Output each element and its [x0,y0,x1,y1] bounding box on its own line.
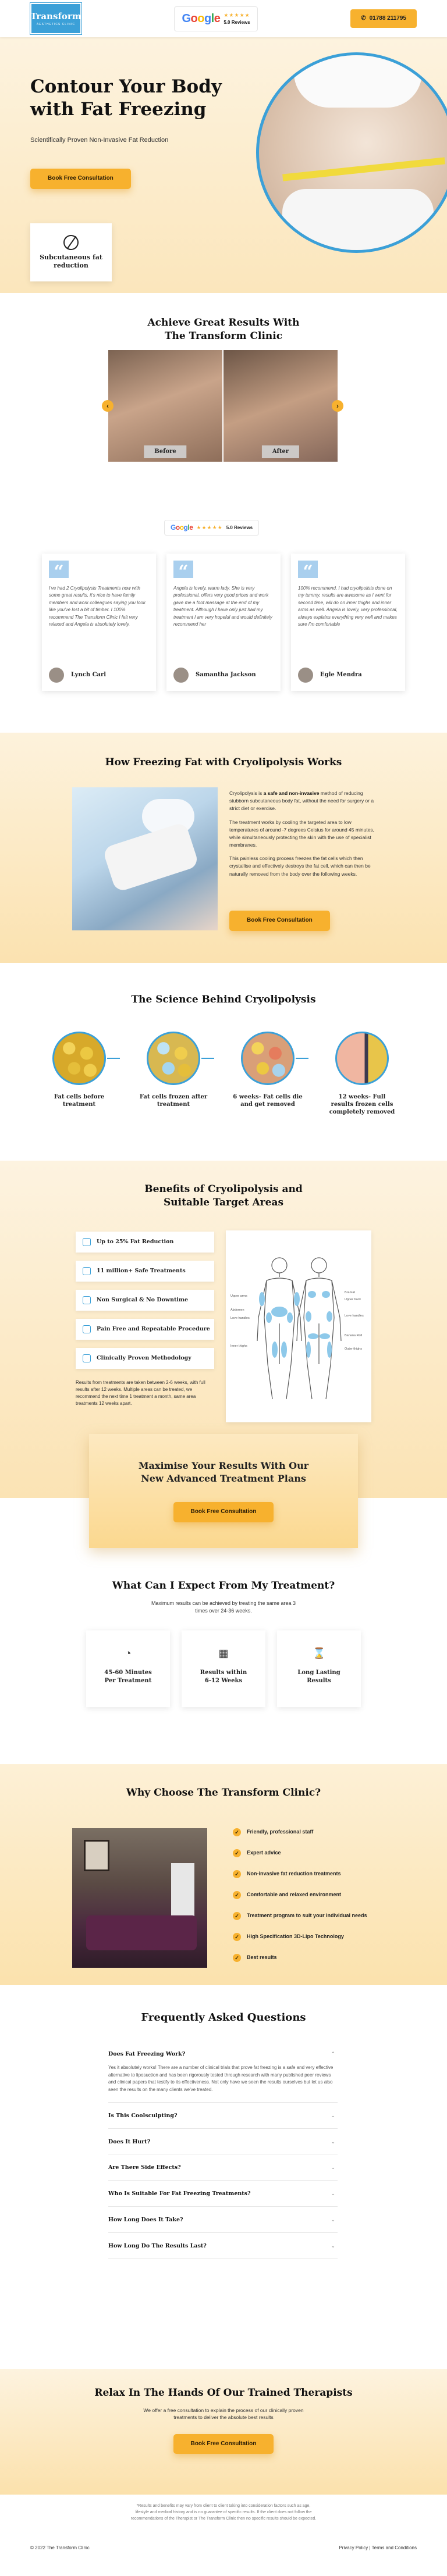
copyright: © 2022 The Transform Clinic [30,2545,90,2550]
faq-question[interactable]: How Long Does It Take? [108,2217,183,2224]
why-item: ✓ Treatment program to suit your individual needs [233,1912,367,1920]
hero-subtitle: Scientifically Proven Non-Invasive Fat Reduction [30,137,169,144]
how-title: How Freezing Fat with Cryolipolysis Works [105,757,342,768]
target-areas-diagram [226,1230,371,1422]
area-label: Inner thighs [230,1344,247,1348]
benefit-item: Non Surgical & No Downtime [76,1290,214,1311]
book-consultation-button[interactable]: Book Free Consultation [173,2434,274,2454]
logo-title: Transform [30,10,81,22]
why-title: Why Choose The Transform Clinic? [126,1787,321,1799]
rating-label: 5.0 Reviews [226,525,253,530]
google-logo: Google [171,523,193,531]
quote-icon: “ [173,561,193,578]
fat-cells-dying-icon [241,1032,295,1085]
expect-subtitle: Maximum results can be achieved by treating the same area 3 times over 24-36 weeks. [151,1600,296,1614]
relax-section [0,2369,447,2495]
footer-links[interactable]: Privacy Policy | Terms and Conditions [339,2545,417,2550]
area-label: Love handles [345,1314,364,1318]
expect-card: ▦ Results within 6-12 Weeks [182,1630,265,1707]
check-icon: ✓ [233,1954,241,1962]
advanced-plans-card [89,1434,358,1548]
phone-button[interactable] [350,9,417,28]
no-surgery-icon [83,1296,91,1304]
area-label: Upper arms [230,1294,247,1298]
faq-item[interactable] [108,2103,338,2129]
clinic-logo[interactable] [30,3,81,34]
after-image [222,350,338,462]
how-description: Cryolipolysis is a safe and non-invasive method of reducing stubborn subcutaneous body fat, without the need for surgery or a strict diet or exercise. The treatment works by cooling the targeted area to low temperatures of around -7 degrees Celsius for around 45 minutes, while simultaneously protecting the skin with the use of specialist membranes. This painless cooling process freezes the fat cells which then crystallise and effectively destroys the fat cell, which can then be naturally removed from the body over the following weeks. [229,790,374,877]
check-icon: ✓ [233,1828,241,1836]
why-item: ✓ High Specification 3D-Lipo Technology [233,1933,344,1941]
avatar [173,668,189,683]
before-image [108,350,222,462]
how-it-works-section [0,733,447,963]
faq-item[interactable] [108,2129,338,2155]
review-text: Angela is lovely, warm lady. She is very professional, offers very good prices and work gave me a foot massage at the end of my treatment. Although I have only just had my treatment I am very hopeful and would definitely recommend her [173,586,272,627]
clock-icon: ◔ [125,1647,132,1659]
clinic-room-image [72,1828,207,1968]
expect-title: What Can I Expect From My Treatment? [112,1580,335,1592]
site-header [0,0,447,37]
area-label: Love handles [230,1316,250,1320]
phone-number: 01788 211795 [369,15,406,22]
review-card [166,554,281,691]
faq-question[interactable]: Does Fat Freezing Work? [108,2051,186,2057]
before-after-slider[interactable] [108,350,338,462]
google-rating-badge-small[interactable] [164,520,259,536]
chevron-down-icon[interactable]: ⌄ [331,2217,335,2223]
faq-item[interactable] [108,2154,338,2181]
benefit-item: Pain Free and Repeatable Procedure [76,1319,214,1340]
percent-icon [83,1238,91,1246]
science-step [139,1032,208,1108]
disclaimer: *Results and benefits may vary from client to client taking into consideration factors such as age, lifestyle and medical history and is no guarantee of specific results. If the client does not follow the recommendations of the Therapist or The Transform Clinic then no specific results should be expected. [130,2504,317,2521]
check-icon: ✓ [233,1891,241,1899]
book-consultation-button[interactable]: Book Free Consultation [229,911,330,931]
benefit-item: 11 million+ Safe Treatments [76,1261,214,1282]
science-step [327,1032,397,1116]
step-caption: 12 weeks- Full results frozen cells completely removed [329,1094,395,1115]
advanced-plans-title: Maximise Your Results With Our New Advanced Treatment Plans [138,1460,309,1484]
google-rating-badge[interactable] [174,6,257,31]
results-section [0,293,447,549]
reviews-section [0,549,447,733]
after-label: After [262,445,299,459]
google-logo: Google [182,12,221,25]
check-icon [83,1354,91,1362]
quote-icon: “ [298,561,318,578]
chevron-down-icon[interactable]: ⌄ [331,2164,335,2171]
faq-title: Frequently Asked Questions [141,2011,306,2024]
faq-item[interactable] [108,2207,338,2233]
chevron-down-icon[interactable]: ⌄ [331,2242,335,2249]
faq-question[interactable]: Are There Side Effects? [108,2164,181,2171]
area-label: Abdomen [230,1308,244,1312]
fat-cells-before-icon [52,1032,106,1085]
science-step [233,1032,303,1108]
slider-prev-button[interactable]: ‹ [102,400,113,412]
book-consultation-button[interactable]: Book Free Consultation [173,1502,274,1522]
review-text: 100% recommend, I had cryolipolisis done on my tummy, results are awesome as I went for second time, will do on inner thighs and inner arms as well. Angela is lovely, very professional, always explains everything very well and makes sure I'm comfortable [298,586,398,627]
benefits-title: Benefits of Cryolipolysis and Suitable Target Areas [144,1183,303,1208]
why-choose-section [0,1764,447,1985]
repeat-icon [83,1325,91,1333]
area-label: Bra Fat [345,1291,356,1294]
avatar [298,668,313,683]
science-step [44,1032,114,1108]
relax-subtitle: We offer a free consultation to explain the process of our clinically proven treatments to deliver the absolute best results [143,2407,304,2421]
review-card [42,554,156,691]
step-caption: 6 weeks- Fat cells die and get removed [233,1094,303,1108]
faq-section [0,1985,447,2369]
avatar [49,668,64,683]
reviewer-name: Lynch Carl [71,671,107,678]
phone-icon: ✆ [361,15,366,22]
check-icon: ✓ [233,1912,241,1920]
check-icon: ✓ [233,1849,241,1857]
science-title: The Science Behind Cryolipolysis [131,994,316,1005]
chevron-down-icon[interactable]: ⌄ [331,2138,335,2145]
chevron-up-icon[interactable]: ⌃ [331,2051,335,2057]
faq-question[interactable]: Who Is Suitable For Fat Freezing Treatments? [108,2190,251,2197]
shield-icon [83,1267,91,1275]
why-item: ✓ Comfortable and relaxed environment [233,1891,341,1899]
site-footer [0,2495,447,2576]
logo-subtitle: AESTHETICS CLINIC [36,23,76,27]
relax-title: Relax In The Hands Of Our Trained Therapists [94,2387,353,2399]
fat-cells-frozen-icon [147,1032,200,1085]
science-section [0,963,447,1161]
results-title: Achieve Great Results With The Transform Clinic [147,317,300,342]
area-label: Banana Roll [345,1334,362,1337]
area-label: Upper back [345,1298,361,1301]
review-text: I've had 2 Cryolipolysis Treatments now with some great results, it's nice to have family members and work colleagues saying you look like you've lost a bit of timber. I 100% recommend The Transform Clinic I felt very relaxed and Angela is absolutely lovely. [49,586,146,627]
faq-item[interactable] [108,2041,338,2103]
rating-stars: ★★★★★ [196,525,223,531]
reviewer-name: Egle Mendra [320,671,362,678]
book-consultation-button[interactable]: Book Free Consultation [30,169,131,189]
hero-section [0,37,447,293]
feature-card-label: Subcutaneous fat reduction [40,253,102,269]
check-icon: ✓ [233,1933,241,1941]
chevron-down-icon[interactable]: ⌄ [331,2190,335,2197]
faq-question[interactable]: Does It Hurt? [108,2138,151,2145]
review-card [291,554,405,691]
step-caption: Fat cells before treatment [54,1094,105,1108]
step-caption: Fat cells frozen after treatment [139,1094,208,1108]
faq-item[interactable] [108,2181,338,2207]
expect-card: ◔ 45-60 Minutes Per Treatment [86,1630,170,1707]
no-needle-icon [63,235,79,250]
check-icon: ✓ [233,1870,241,1878]
calendar-icon: ▦ [218,1647,229,1659]
fat-cells-removed-icon [335,1032,389,1085]
hourglass-icon: ⌛ [313,1647,326,1659]
faq-answer: Yes it absolutely works! There are a number of clinical trials that prove fat freezing is a safe and very effective alternative to liposuction and has been rigorously tested through research with many published peer reviews and clinical papers that testify to its effectiveness. Not only have we seen the results ourselves but let us also seen the results on the many clients we've treated. [108,2064,334,2093]
benefits-note: Results from treatments are taken between 2-6 weeks, with full results after 12 weeks. Multiple areas can be treated, we recommend the next time 1 treatment a month, same area treatments 12 weeks apart. [76,1380,205,1406]
benefit-item: Up to 25% Fat Reduction [76,1232,214,1253]
why-item: ✓ Friendly, professional staff [233,1828,313,1836]
benefit-item: Clinically Proven Methodology [76,1348,214,1369]
faq-question[interactable]: How Long Do The Results Last? [108,2242,207,2249]
faq-list [108,2041,338,2259]
reviewer-name: Samantha Jackson [196,671,256,678]
quote-icon: “ [49,561,69,578]
expect-card: ⌛ Long Lasting Results [277,1630,361,1707]
feature-card [30,223,112,281]
benefits-section [0,1161,447,1515]
before-label: Before [144,445,186,459]
chevron-down-icon[interactable]: ⌄ [331,2112,335,2118]
faq-item[interactable] [108,2233,338,2259]
hero-title: Contour Your Body with Fat Freezing [30,76,222,120]
hero-image [256,52,447,253]
rating-label: 5.0 Reviews [224,19,250,25]
area-label: Outer thighs [345,1347,362,1351]
faq-question[interactable]: Is This Coolsculpting? [108,2112,178,2119]
slider-next-button[interactable]: › [332,400,343,412]
why-item: ✓ Non-invasive fat reduction treatments [233,1870,341,1878]
why-item: ✓ Best results [233,1954,277,1962]
rating-stars: ★★★★★ [224,12,250,18]
treatment-image [72,787,218,930]
why-item: ✓ Expert advice [233,1849,281,1857]
